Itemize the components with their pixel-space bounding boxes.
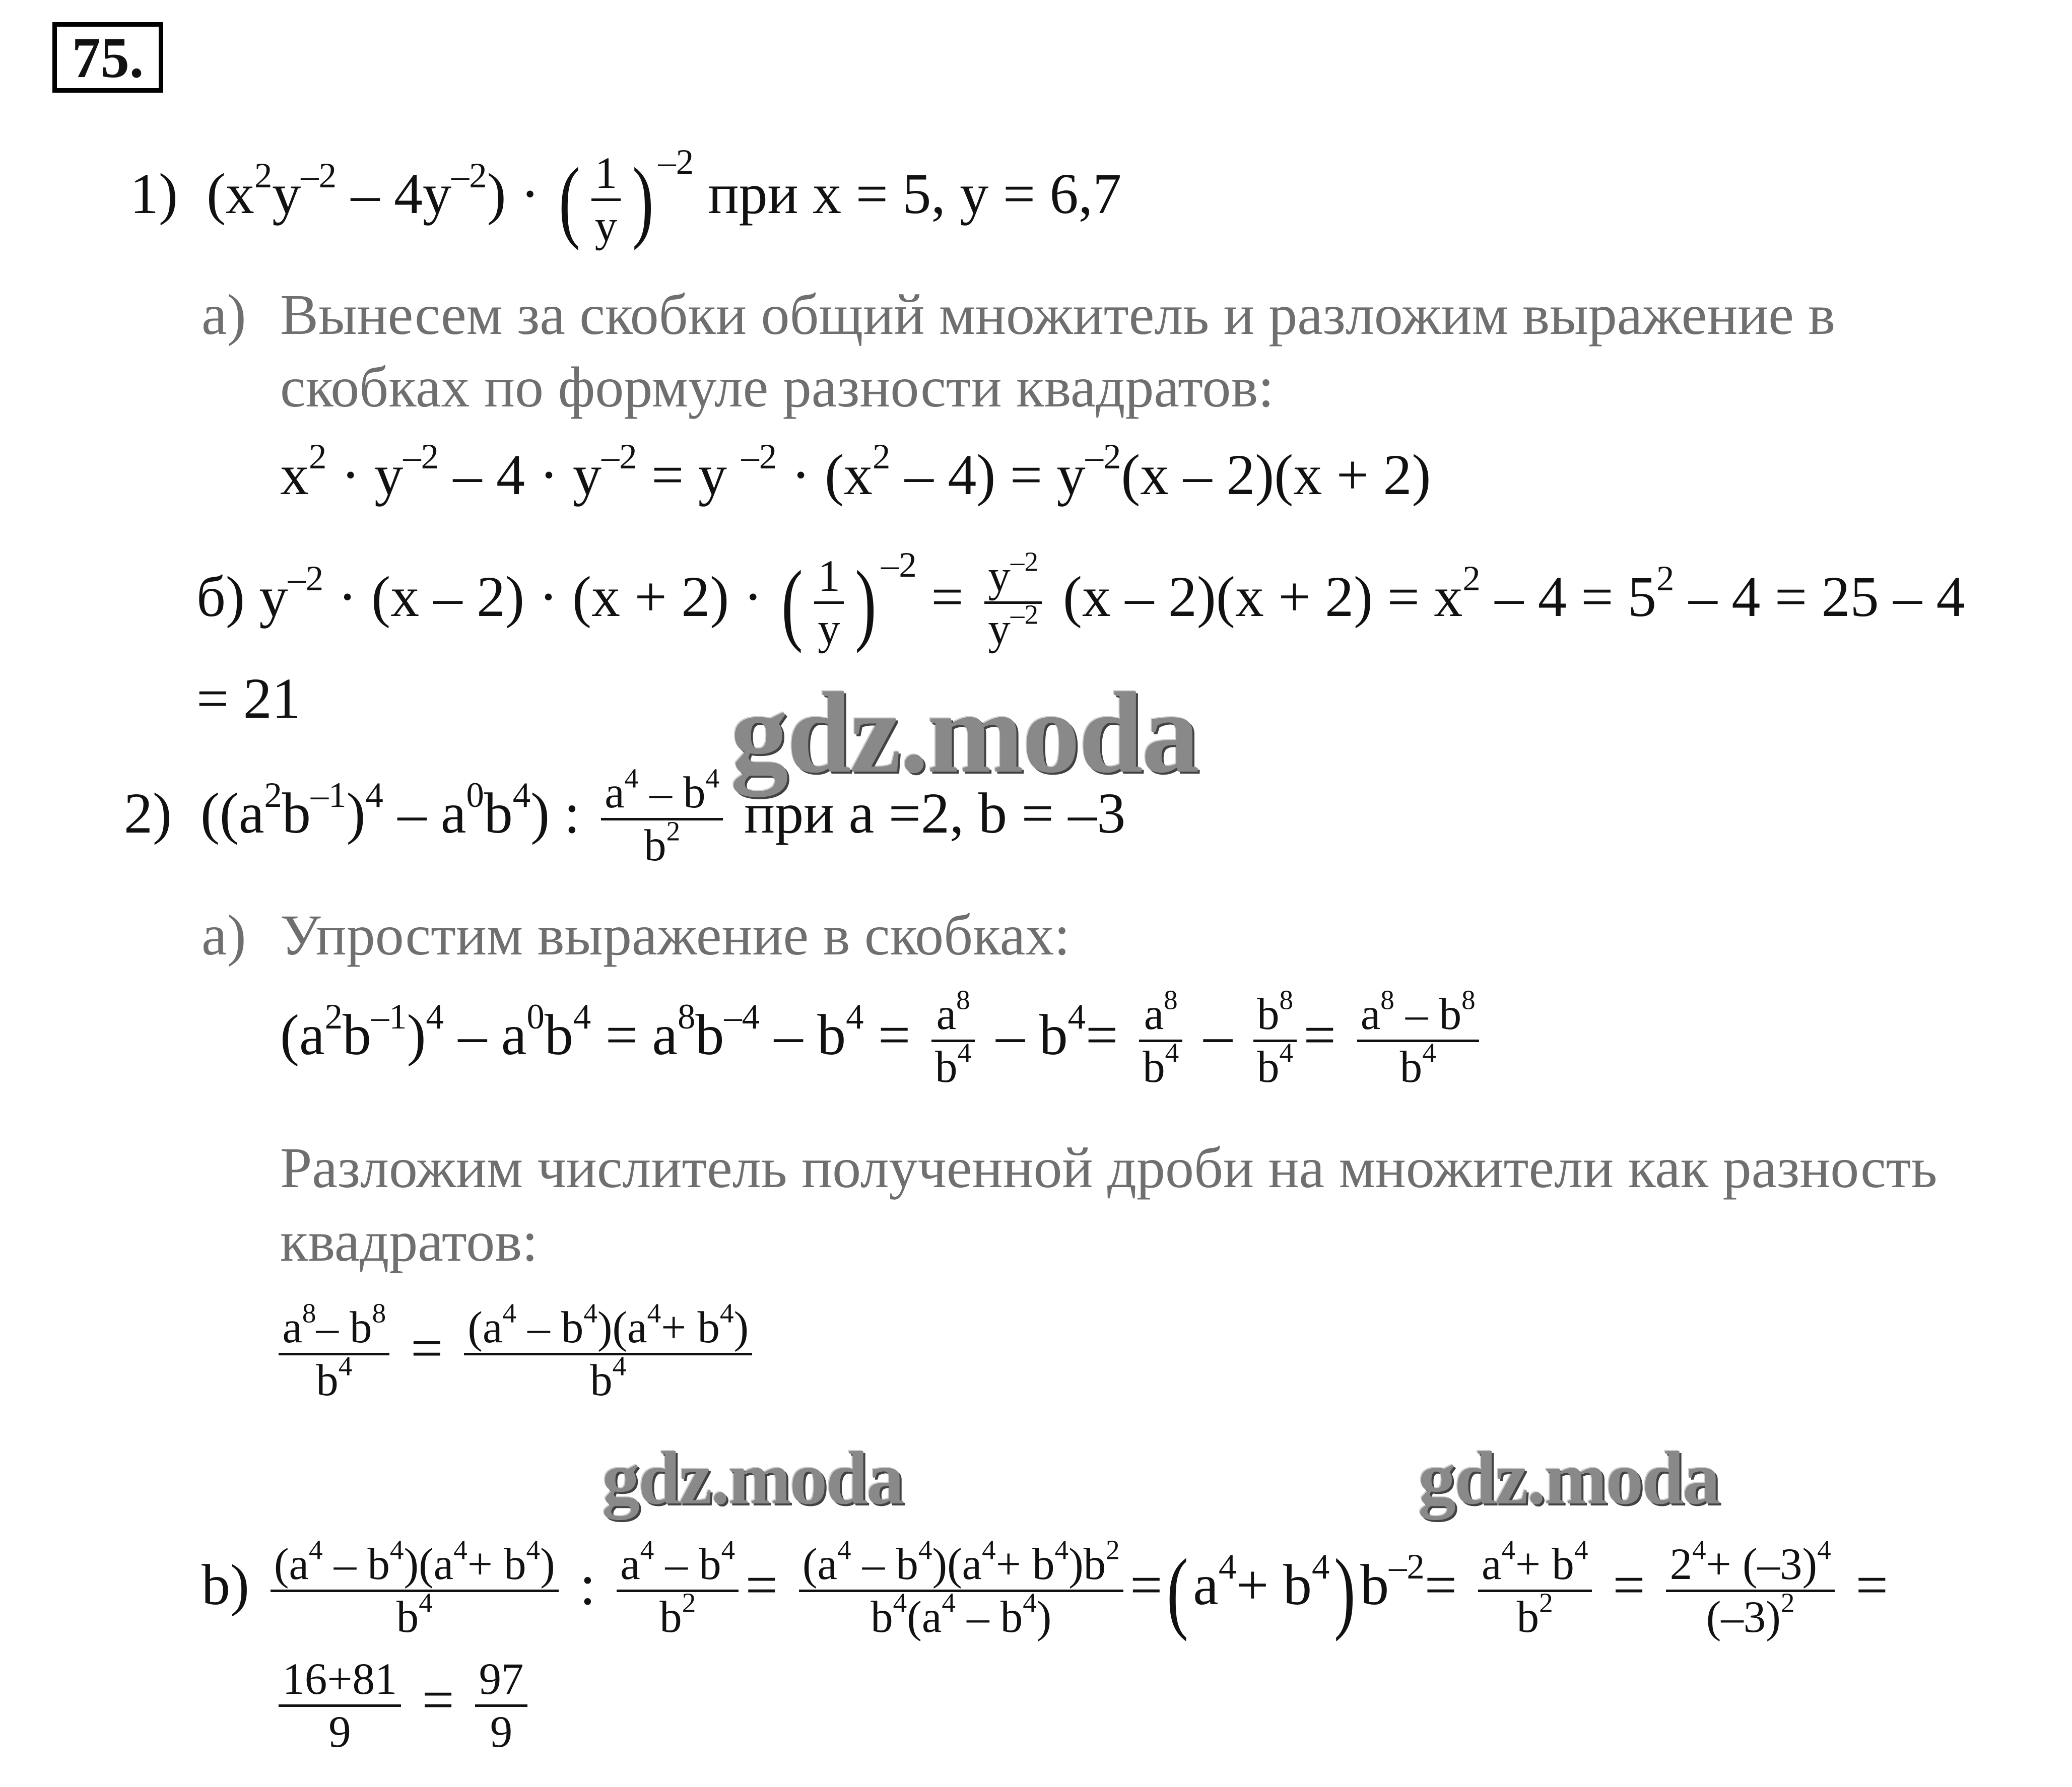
p2-condition: 2) $((a^2b^{-1})^4 - a^0b^4)$ : $\frac{a^4 - b^4}{b^2}$ при a =2, b = –3 — [124, 763, 1126, 870]
problem-number-box: 75. — [52, 22, 163, 93]
watermark-logo-2: gdz.moda — [602, 1436, 903, 1520]
watermark-logo-3: gdz.moda — [1418, 1436, 1719, 1520]
p2-a-equation: $(a^2b^{-1})^4 - a^0b^4 = a^8b^{-4} - b^4$ = $\frac{a^8}{b^4}$ – $b^4=$ $\frac{a^8}{b^4}$ – $\frac{b^8}{b^4}$ = $\frac{a^8 - b^8}{b^4}$ — [280, 992, 1486, 1090]
p1-number: 1) — [130, 161, 178, 226]
p1-b-label: б) — [196, 564, 245, 629]
p2-v-equation: b) $\frac{(a^4 - b^4)(a^4+ b^4)}{b^4}$ : $\frac{a^4 - b^4}{b^2}$ = $\frac{(a^4 - b^4)(a^4+ b^4)b^2}{b^4(a^4 - b^4)}$ $=(a^4+ b^4)b^{-2}=$ $\frac{a^4+ b^4}{b^2}$ = $\frac{2^4+ (-3)^4}{(-3)^2}$ = — [202, 1534, 1888, 1642]
p1-b-equation: б) $y^{-2} \cdot (x - 2) \cdot (x + 2)$ · ( $\frac{1}{y}$ ) $^{-2}$ = $\frac{y^{-2}}{y^{-2}}$ $(x - 2)(x + 2) = x^2 - 4 = 5^2 - 4 = 25 - 4$ — [196, 545, 1965, 654]
p1-a-text-line1: Вынесем за скобки общий множитель и разложим выражение в — [280, 283, 1836, 347]
p2-v-result: $\frac{16+81}{9}$ = $\frac{97}{9}$ — [272, 1657, 534, 1755]
p2-v-label: b) — [202, 1552, 249, 1617]
p2-factor-equation: $\frac{a^8- b^8}{b^4}$ = $\frac{(a^4 - b^4)(a^4+ b^4)}{b^4}$ — [272, 1305, 759, 1403]
p1-a-label: а) — [202, 283, 246, 347]
p2-condition-fraction: $\frac{a^4 - b^4}{b^2}$ — [601, 771, 723, 868]
p1-a-text-line2: скобках по формуле разности квадратов: — [280, 355, 1274, 419]
watermark-logo-1: gdz.moda — [730, 668, 1198, 797]
p1-b-result: = 21 — [196, 666, 301, 730]
p2-text2-line2: квадратов: — [280, 1209, 538, 1273]
p1-a-equation: $x^2 \cdot y^{-2} - 4 \cdot y^{-2} = y$ $^{-2} \cdot (x^2 - 4) = y^{-2}(x - 2)(x + 2)$ — [280, 437, 1431, 507]
p2-number: 2) — [124, 781, 172, 845]
p1-fraction: $\frac{1}{y}$ — [591, 151, 621, 249]
p2-a-label: а) — [202, 903, 246, 967]
p2-text2-line1: Разложим числитель полученной дроби на множители как разность — [280, 1136, 1937, 1200]
p2-a-text: Упростим выражение в скобках: — [280, 903, 1071, 967]
p1-condition: 1) $(x^2y^{-2} - 4y^{-2})$ · ( $\frac{1}{y}$ ) $^{-2}$ при x = 5, y = 6,7 — [130, 143, 1122, 251]
